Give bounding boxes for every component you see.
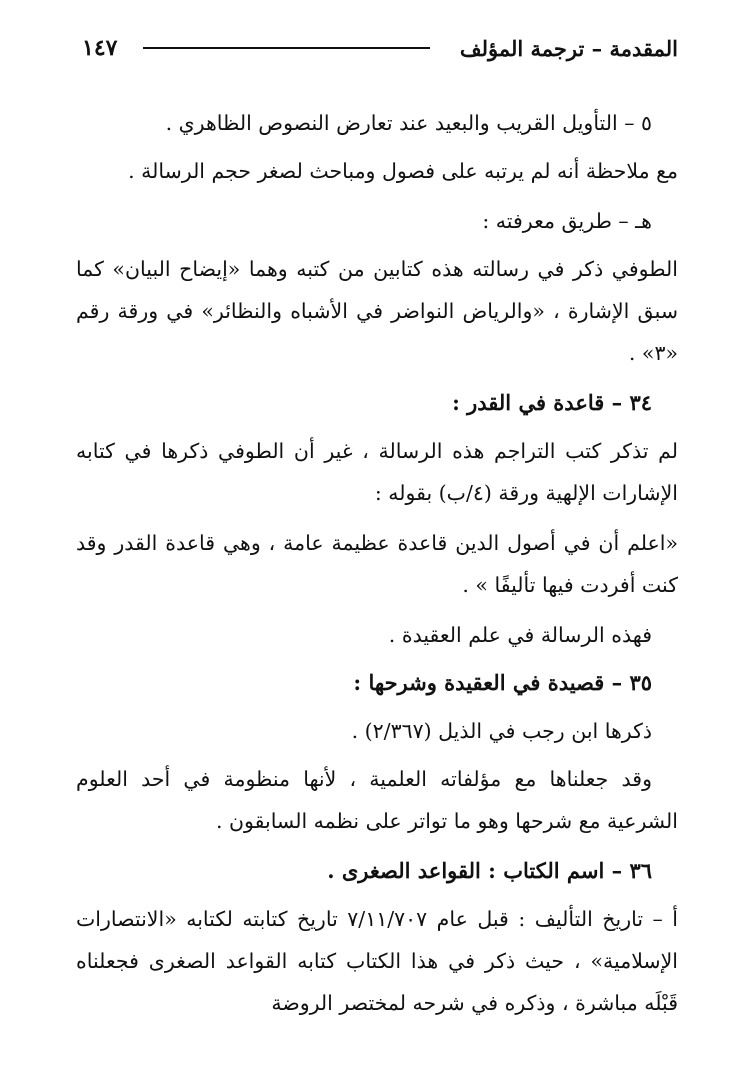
paragraph-item-34-sources: لم تذكر كتب التراجم هذه الرسالة ، غير أن الطوفي ذكرها في كتابه الإشارات الإلهية ورقة (٤/ب) بقوله : [76, 439, 678, 505]
heading-item-36: ٣٦ – اسم الكتاب : القواعد الصغرى . [327, 858, 652, 883]
heading-item-35: ٣٥ – قصيدة في العقيدة وشرحها : [353, 670, 652, 695]
paragraph-tufi-books: الطوفي ذكر في رسالته هذه كتابين من كتبه وهما «إيضاح البيان» كما سبق الإشارة ، «والرياض النواضر في الأشباه والنظائر» في ورقة رقم «٣» . [76, 257, 678, 365]
page-body [76, 102, 678, 1032]
paragraph-item-36-date: أ – تاريخ التأليف : قبل عام ٧/١١/٧٠٧ تاريخ كتابته لكتابه «الانتصارات الإسلامية» ، حيث ذكر في هذا الكتاب كتابه القواعد الصغرى فجعلناه قَبْلَه مباشرة ، وذكره في شرحه لمختصر الروضة [76, 907, 678, 1015]
paragraph-item-35-source: ذكرها ابن رجب في الذيل (٢/٣٦٧) . [351, 719, 652, 743]
paragraph-item-35-note: وقد جعلناها مع مؤلفاته العلمية ، لأنها منظومة في أحد العلوم الشرعية مع شرحها وهو ما تواتر على نظمه السابقون . [76, 767, 678, 833]
paragraph-conclusion: فهذه الرسالة في علم العقيدة . [388, 623, 652, 647]
header-rule [143, 47, 429, 49]
page-number: ١٤٧ [82, 35, 118, 61]
heading-item-34: ٣٤ – قاعدة في القدر : [452, 390, 652, 415]
running-header [82, 30, 678, 66]
subheading-method-of-knowing: هـ – طريق معرفته : [482, 209, 652, 233]
list-item-point-5: ٥ – التأويل القريب والبعيد عند تعارض النصوص الظاهري . [165, 111, 652, 135]
paragraph-quote: «اعلم أن في أصول الدين قاعدة عظيمة عامة ، وهي قاعدة القدر وقد كنت أفردت فيها تأليفًا » . [76, 531, 678, 597]
paragraph-note: مع ملاحظة أنه لم يرتبه على فصول ومباحث لصغر حجم الرسالة . [128, 159, 678, 183]
header-title: المقدمة – ترجمة المؤلف [459, 35, 678, 61]
